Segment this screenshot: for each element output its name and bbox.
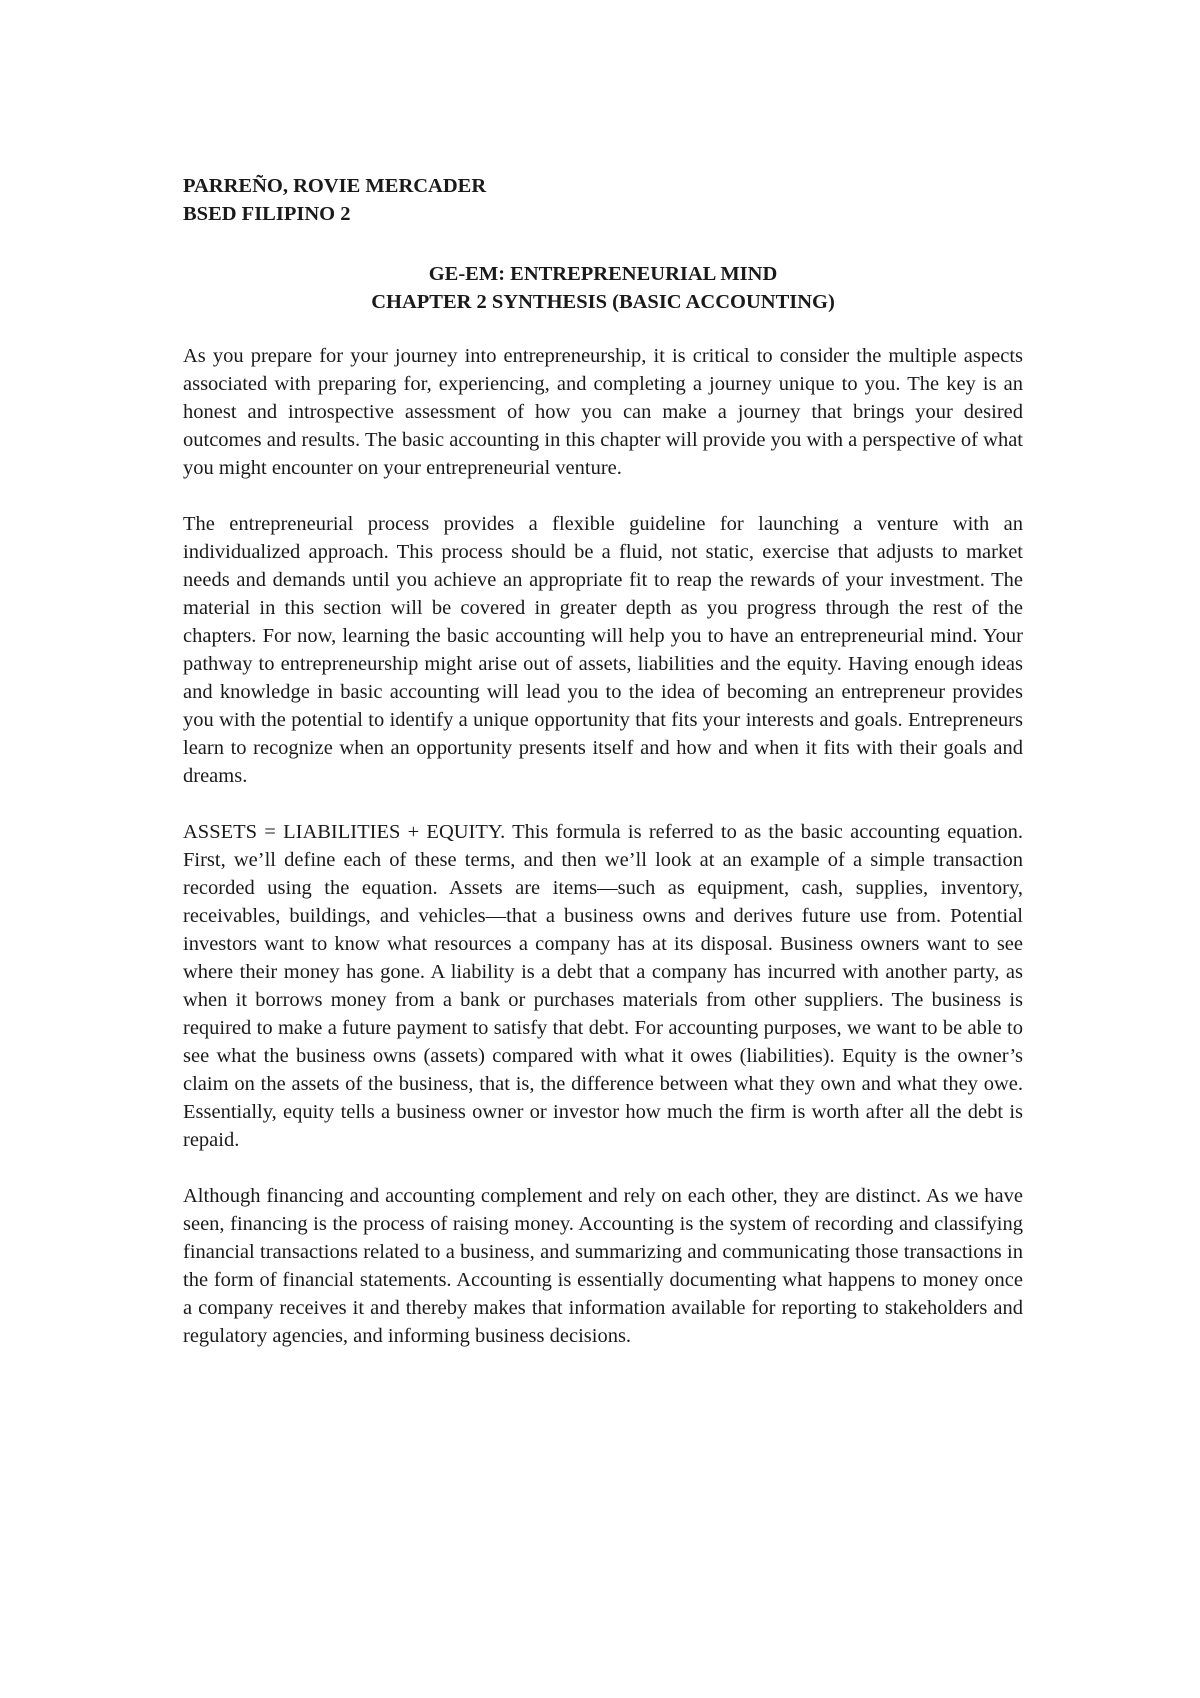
- chapter-title: CHAPTER 2 SYNTHESIS (BASIC ACCOUNTING): [371, 291, 835, 313]
- paragraph-entrepreneurial-process: The entrepreneurial process provides a flexible guideline for launching a venture with an individualized approach. This process should be a fluid, not static, exercise that adjusts to market needs and demands until you achieve an appropriate fit to reap the rewards of your investment. The material in this section will be covered in greater depth as you progress through the rest of the chapters. For now, learning the basic accounting will help you to have an entrepreneurial mind. Your pathway to entrepreneurship might arise out of assets, liabilities and the equity. Having enough ideas and knowledge in basic accounting will lead you to the idea of becoming an entrepreneur provides you with the potential to identify a unique opportunity that fits your interests and goals. Entrepreneurs learn to recognize when an opportunity presents itself and how and when it fits with their goals and dreams.: [183, 513, 1023, 787]
- author-block: [183, 172, 1023, 228]
- document-page: [183, 172, 1023, 1350]
- author-name: PARREÑO, ROVIE MERCADER: [183, 175, 487, 197]
- program-name: BSED FILIPINO 2: [183, 203, 351, 225]
- paragraph-accounting-equation: ASSETS = LIABILITIES + EQUITY. This formula is referred to as the basic accounting equation. First, we’ll define each of these terms, and then we’ll look at an example of a simple transaction recorded using the equation. Assets are items—such as equipment, cash, supplies, inventory, receivables, buildings, and vehicles—that a business owns and derives future use from. Potential investors want to know what resources a company has at its disposal. Business owners want to see where their money has gone. A liability is a debt that a company has incurred with another party, as when it borrows money from a bank or purchases materials from other suppliers. The business is required to make a future payment to satisfy that debt. For accounting purposes, we want to be able to see what the business owns (assets) compared with what it owes (liabilities). Equity is the owner’s claim on the assets of the business, that is, the difference between what they own and what they owe. Essentially, equity tells a business owner or investor how much the firm is worth after all the debt is repaid.: [183, 821, 1023, 1151]
- document-title: [183, 260, 1023, 316]
- paragraph-financing-vs-accounting: Although financing and accounting complement and rely on each other, they are distinct. As we have seen, financing is the process of raising money. Accounting is the system of recording and classifying financial transactions related to a business, and summarizing and communicating those transactions in the form of financial statements. Accounting is essentially documenting what happens to money once a company receives it and thereby makes that information available for reporting to stakeholders and regulatory agencies, and informing business decisions.: [183, 1185, 1023, 1347]
- course-title: GE-EM: ENTREPRENEURIAL MIND: [428, 263, 778, 285]
- paragraph-intro: As you prepare for your journey into entrepreneurship, it is critical to consider the multiple aspects associated with preparing for, experiencing, and completing a journey unique to you. The key is an honest and introspective assessment of how you can make a journey that brings your desired outcomes and results. The basic accounting in this chapter will provide you with a perspective of what you might encounter on your entrepreneurial venture.: [183, 345, 1023, 479]
